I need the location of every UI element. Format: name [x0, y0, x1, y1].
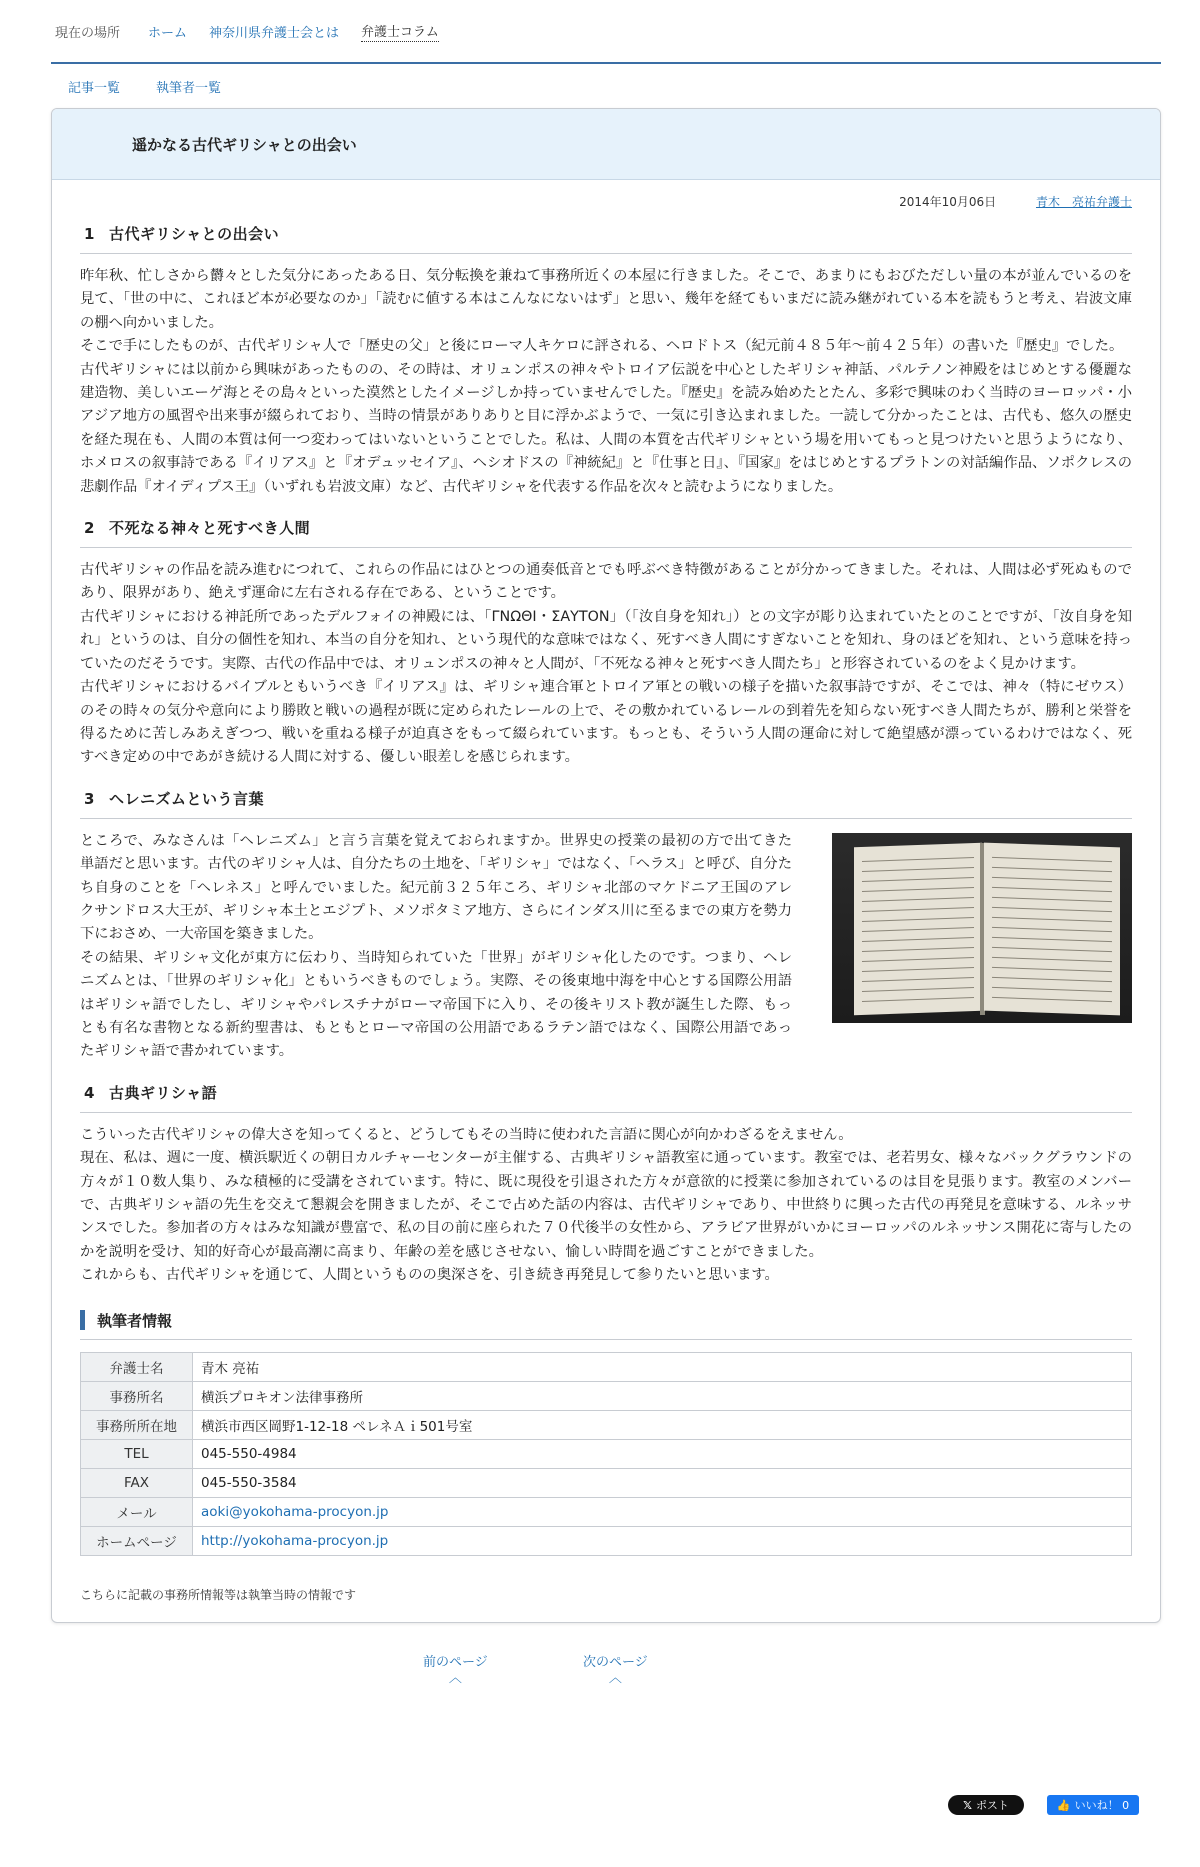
- next-page-link[interactable]: [583, 1651, 648, 1684]
- table-row: [81, 1381, 1132, 1410]
- section-text-3: [80, 819, 832, 1074]
- prev-page-link[interactable]: [423, 1651, 488, 1684]
- article-meta: [80, 180, 1132, 215]
- row-value: 045-550-4984: [193, 1439, 1132, 1468]
- prev-page-label: 前のページ: [423, 1654, 488, 1670]
- table-row: [81, 1468, 1132, 1497]
- section-3-content: [80, 819, 1132, 1074]
- like-label: いいね！ 0: [1074, 1799, 1130, 1812]
- pager: [51, 1651, 1161, 1691]
- x-post-label: ポスト: [975, 1799, 1009, 1812]
- chevron-down-icon: ︿: [608, 1670, 622, 1686]
- row-value: 青木 亮祐: [193, 1352, 1132, 1381]
- table-row: [81, 1526, 1132, 1555]
- section-number: 1: [84, 225, 95, 243]
- row-label: ホームページ: [81, 1526, 193, 1555]
- paragraph: ところで、みなさんは「ヘレニズム」と言う言葉を覚えておられますか。世界史の授業の最初の方で出てきた単語だと思います。古代のギリシャ人は、自分たちの土地を、「ギリシャ」ではなく、「ヘラス」と呼び、自分たち自身のことを「ヘレネス」と呼んでいました。紀元前３２５年ころ、ギリシャ北部のマケドニア王国のアレクサンドロス大王が、ギリシャ本土とエジプト、メソポタミア地方、さらにインダス川に至るまでの東方を勢力下におさめ、一大帝国を築きました。: [80, 832, 792, 943]
- thumbs-up-icon: 👍: [1056, 1798, 1071, 1812]
- row-label: 弁護士名: [81, 1352, 193, 1381]
- paragraph: こういった古代ギリシャの偉大さを知ってくると、どうしてもその当時に使われた言語に関心が向かわざるをえません。: [80, 1126, 853, 1143]
- article-card: [51, 108, 1161, 1623]
- homepage-link[interactable]: http://yokohama-procyon.jp: [201, 1532, 389, 1549]
- paragraph: これからも、古代ギリシャを通じて、人間というものの奥深さを、引き続き再発見して参りたいと思います。: [80, 1267, 779, 1284]
- article-date: 2014年10月06日: [899, 195, 997, 209]
- paragraph: 現在、私は、週に一度、横浜駅近くの朝日カルチャーセンターが主催する、古典ギリシャ語教室に通っています。教室では、老若男女、様々なバックグラウンドの方々が１０数人集り、みな積極的に受講をされています。特に、既に現役を引退された方々が意欲的に授業に参加されているのは目を見張ります。教室のメンバーで、古典ギリシャ語の先生を交えて懇親会を開きましたが、そこで占めた話の内容は、古代ギリシャであり、中世終りに興った古代の再発見を意味する、ルネッサンスでした。参加者の方々はみな知識が豊富で、私の目の前に座られた７０代後半の女性から、アラビア世界がいかにヨーロッパのルネッサンス開花に寄与したのかを説明を受け、知的好奇心が最高潮に高まり、年齢の差を感じさせない、愉しい時間を過ごすことができました。: [80, 1150, 1133, 1260]
- breadcrumb-here-label: 現在の場所: [55, 25, 121, 41]
- chevron-down-icon: ︿: [448, 1670, 462, 1686]
- article-list-link[interactable]: 記事一覧: [68, 80, 121, 96]
- breadcrumb-link-home[interactable]: ホーム: [148, 25, 188, 41]
- table-row: [81, 1352, 1132, 1381]
- breadcrumb: [51, 0, 1161, 64]
- row-label: FAX: [81, 1468, 193, 1497]
- section-text-2: [80, 548, 1132, 780]
- paragraph: 古代ギリシャの作品を読み進むにつれて、これらの作品にはひとつの通奏低音とでも呼ぶべき特徴があることが分かってきました。それは、人間は必ず死ぬものであり、限界があり、絶えず運命に左右される存在である、ということです。: [80, 562, 1132, 602]
- info-note: こちらに記載の事務所情報等は執筆当時の情報です: [80, 1587, 357, 1602]
- section-heading-1: [80, 215, 1132, 254]
- row-label: TEL: [81, 1439, 193, 1468]
- paragraph: 昨年秋、忙しさから欝々とした気分にあったある日、気分転換を兼ねて事務所近くの本屋に行きました。そこで、あまりにもおびただしい量の本が並んでいるのを見て、「世の中に、これほど本が必要なのか」「読むに値する本はこんなにないはず」と思い、幾年を経てもいまだに読み継がれている本を読もうと考え、岩波文庫の棚へ向かいました。: [80, 268, 1132, 331]
- row-value-cell: [193, 1497, 1132, 1526]
- row-value: 横浜プロキオン法律事務所: [193, 1381, 1132, 1410]
- page: [51, 0, 1161, 1691]
- x-post-button[interactable]: [948, 1795, 1024, 1815]
- paragraph: 古代ギリシャにおける神託所であったデルフォイの神殿には、「ΓΝΩΘΙ・ΣΑΥΤΟΝ」（「汝自身を知れ」）との文字が彫り込まれていたとのことですが、「汝自身を知れ」というのは、自分の個性を知れ、本当の自分を知れ、という現代的な意味ではなく、死すべき人間にすぎないことを知れ、身のほどを知れ、という意味を持っていたのだそうです。実際、古代の作品中では、オリュンポスの神々と人間が、「不死なる神々と死すべき人間たち」と形容されているのをよく見かけます。: [80, 608, 1132, 672]
- author-info-title: 執筆者情報: [97, 1311, 173, 1330]
- social-buttons: [0, 1795, 1200, 1817]
- section-title: ヘレニズムという言葉: [108, 789, 264, 808]
- breadcrumb-current: 弁護士コラム: [361, 21, 439, 42]
- heading-accent-bar: [80, 1310, 85, 1330]
- row-label: 事務所所在地: [81, 1410, 193, 1439]
- row-label: メール: [81, 1497, 193, 1526]
- row-value: 横浜市西区岡野1-12-18 ペレネＡｉ501号室: [193, 1410, 1132, 1439]
- author-list-link[interactable]: 執筆者一覧: [156, 80, 222, 96]
- section-title: 不死なる神々と死すべき人間: [108, 519, 311, 538]
- x-logo-icon: 𝕏: [963, 1798, 972, 1812]
- facebook-like-button[interactable]: [1047, 1795, 1139, 1815]
- next-page-label: 次のページ: [583, 1654, 648, 1670]
- section-title: 古典ギリシャ語: [108, 1083, 218, 1102]
- paragraph: 古代ギリシャには以前から興味があったものの、その時は、オリュンポスの神々やトロイア伝説を中心としたギリシャ神話、パルテノン神殿をはじめとする優麗な建造物、美しいエーゲ海とその島々といった漠然としたイメージしか持っていませんでした。『歴史』を読み始めたとたん、多彩で興味のわく当時のヨーロッパ・小アジア地方の風習や出来事が綴られており、当時の情景がありありと目に浮かぶようで、一気に引き込まれました。一読して分かったことは、古代も、悠久の歴史を経た現在も、人間の本質は何一つ変わってはいないということでした。私は、人間の本質を古代ギリシャという場を用いてもっと見つけたいと思うようになり、ホメロスの叙事詩である『イリアス』と『オデュッセイア』、ヘシオドスの『神統紀』と『仕事と日』、『国家』をはじめとするプラトンの対話編作品、ソポクレスの悲劇作品『オイディプス王』（いずれも岩波文庫）など、古代ギリシャを代表する作品を次々と読むようになりました。: [80, 361, 1132, 495]
- section-title: 古代ギリシャとの出会い: [108, 225, 280, 243]
- table-row: [81, 1410, 1132, 1439]
- article-author-link[interactable]: 青木 亮祐弁護士: [1035, 195, 1132, 209]
- sub-navigation: [51, 64, 1161, 108]
- section-number: 2: [84, 519, 95, 538]
- row-label: 事務所名: [81, 1381, 193, 1410]
- table-row: [81, 1439, 1132, 1468]
- paragraph: その結果、ギリシャ文化が東方に伝わり、当時知られていた「世界」がギリシャ化したのです。つまり、ヘレニズムとは、「世界のギリシャ化」ともいうべきものでしょう。実際、その後東地中海を中心とする国際公用語はギリシャ語でしたし、ギリシャやパレスチナがローマ帝国下に入り、その後キリスト教が誕生した際、もっとも有名な書物となる新約聖書は、もともとローマ帝国の公用語であるラテン語ではなく、国際公用語であったギリシャ語で書かれています。: [80, 949, 792, 1060]
- section-heading-2: [80, 509, 1132, 548]
- open-book-photo: [832, 833, 1132, 1023]
- author-info-table: [80, 1352, 1132, 1556]
- book-left-page: [854, 842, 982, 1014]
- row-value-cell: [193, 1526, 1132, 1555]
- paragraph: 古代ギリシャにおけるバイブルともいうべき『イリアス』は、ギリシャ連合軍とトロイア軍との戦いの様子を描いた叙事詩ですが、そこでは、神々（特にゼウス）のその時々の気分や意向により勝敗と戦いの過程が既に定められたレールの上で、その敷かれているレールの到着先を知らない死すべき人間たちが、勝利と栄誉を得るために苦しみあえぎつつ、戦いを重ねる様子が迫真さをもって綴られています。もっとも、そういう人間の運命に対して絶望感が漂っているわけではなく、死すべき定めの中であがき続ける人間に対する、優しい眼差しを感じられます。: [80, 679, 1132, 766]
- author-info-heading: [80, 1304, 1132, 1340]
- section-number: 3: [84, 789, 95, 808]
- email-link[interactable]: aoki@yokohama-procyon.jp: [201, 1503, 389, 1520]
- section-number: 4: [84, 1083, 95, 1102]
- section-heading-3: [80, 780, 1132, 819]
- breadcrumb-link-about[interactable]: 神奈川県弁護士会とは: [209, 25, 340, 41]
- article-title: 遥かなる古代ギリシャとの出会い: [52, 109, 1160, 180]
- section-text-4: [80, 1113, 1132, 1298]
- article-body: [52, 180, 1160, 1622]
- book-right-page: [984, 842, 1120, 1015]
- paragraph: そこで手にしたものが、古代ギリシャ人で「歴史の父」と後にローマ人キケロに評される、ヘロドトス（紀元前４８５年～前４２５年）の書いた『歴史』でした。: [80, 338, 1124, 355]
- row-value: 045-550-3584: [193, 1468, 1132, 1497]
- section-text-1: [80, 254, 1132, 509]
- section-heading-4: [80, 1074, 1132, 1113]
- table-row: [81, 1497, 1132, 1526]
